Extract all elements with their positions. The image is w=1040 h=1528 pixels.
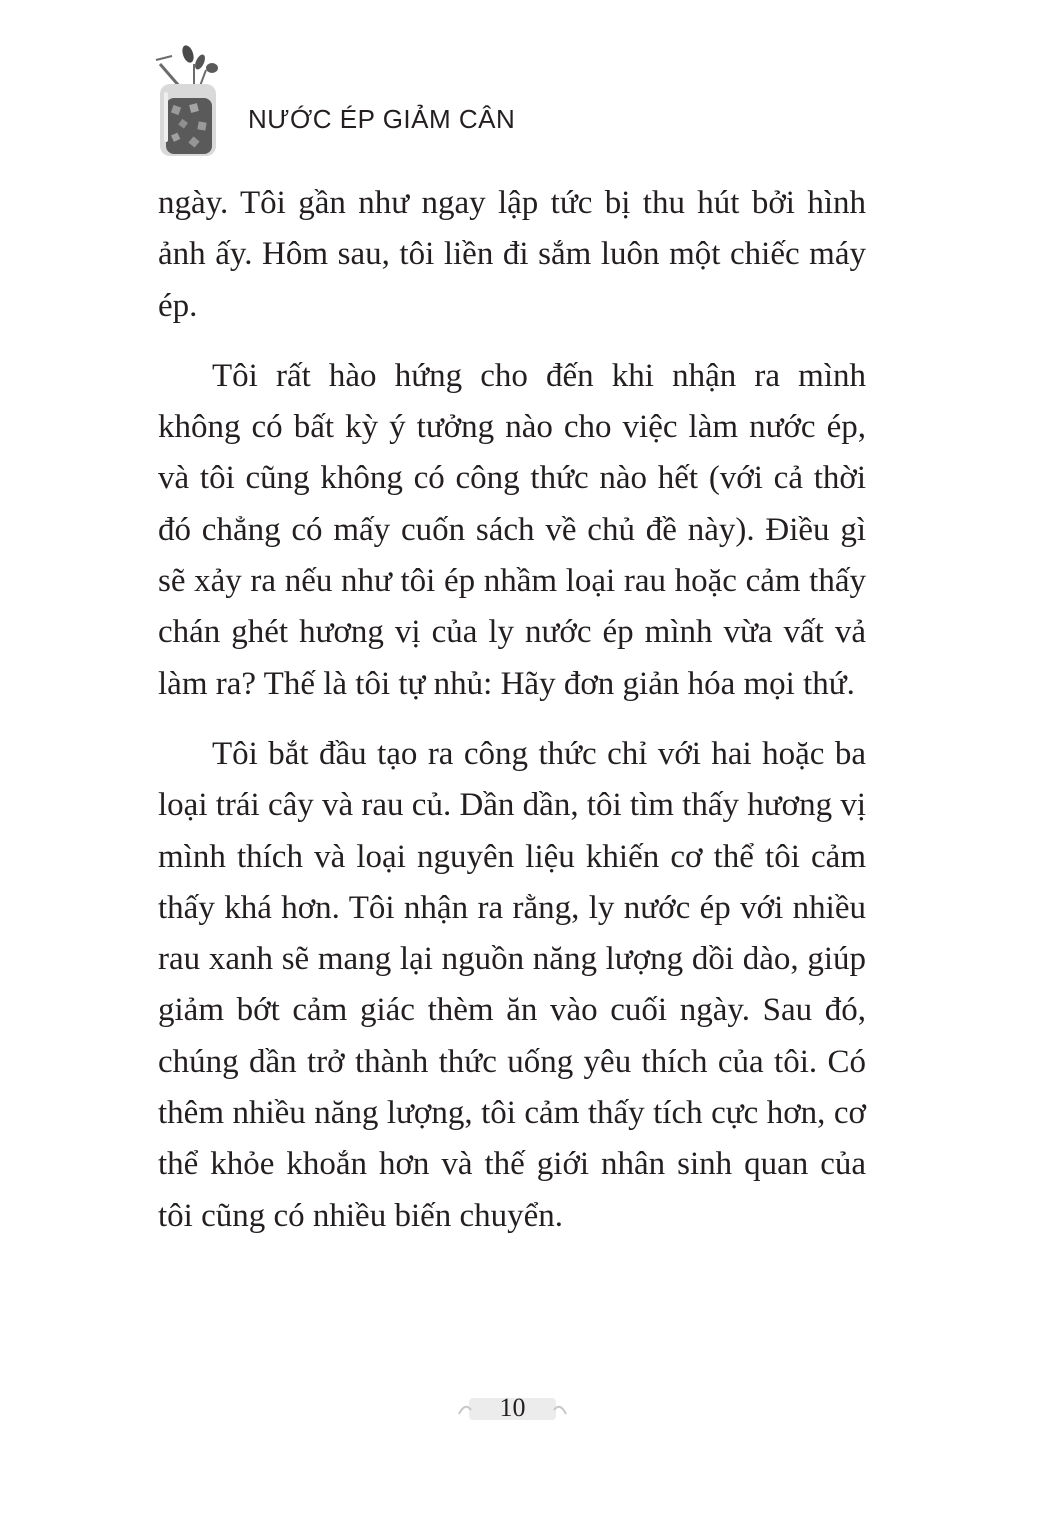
running-title: NƯỚC ÉP GIẢM CÂN <box>248 104 516 134</box>
paragraph: Tôi bắt đầu tạo ra công thức chỉ với hai hoặc ba loại trái cây và rau củ. Dần dần, tôi tìm thấy hương vị mình thích và loại nguyên liệu khiến cơ thể tôi cảm thấy khá hơn. Tôi nhận ra rằng, ly nước ép với nhiều rau xanh sẽ mang lại nguồn năng lượng dồi dào, giúp giảm bớt cảm giác thèm ăn vào cuối ngày. Sau đó, chúng dần trở thành thức uống yêu thích của tôi. Có thêm nhiều năng lượng, tôi cảm thấy tích cực hơn, cơ thể khỏe khoắn hơn và thế giới nhân sinh quan của tôi cũng có nhiều biến chuyển. <box>158 735 866 1234</box>
paragraph: Tôi rất hào hứng cho đến khi nhận ra mình không có bất kỳ ý tưởng nào cho việc làm nước ép, và tôi cũng không có công thức nào hết (với cả thời đó chẳng có mấy cuốn sách về chủ đề này). Điều gì sẽ xảy ra nếu như tôi ép nhầm loại rau hoặc cảm thấy chán ghét hương vị của ly nước ép mình vừa vất vả làm ra? Thế là tôi tự nhủ: Hãy đơn giản hóa mọi thứ. <box>158 357 866 702</box>
running-header <box>150 44 650 164</box>
page-number: 10 <box>499 1393 526 1422</box>
body-text <box>158 178 866 1261</box>
paragraph: ngày. Tôi gần như ngay lập tức bị thu hút bởi hình ảnh ấy. Hôm sau, tôi liền đi sắm luôn một chiếc máy ép. <box>158 185 866 324</box>
juice-jar-icon <box>150 44 230 159</box>
page-footer <box>455 1388 570 1428</box>
